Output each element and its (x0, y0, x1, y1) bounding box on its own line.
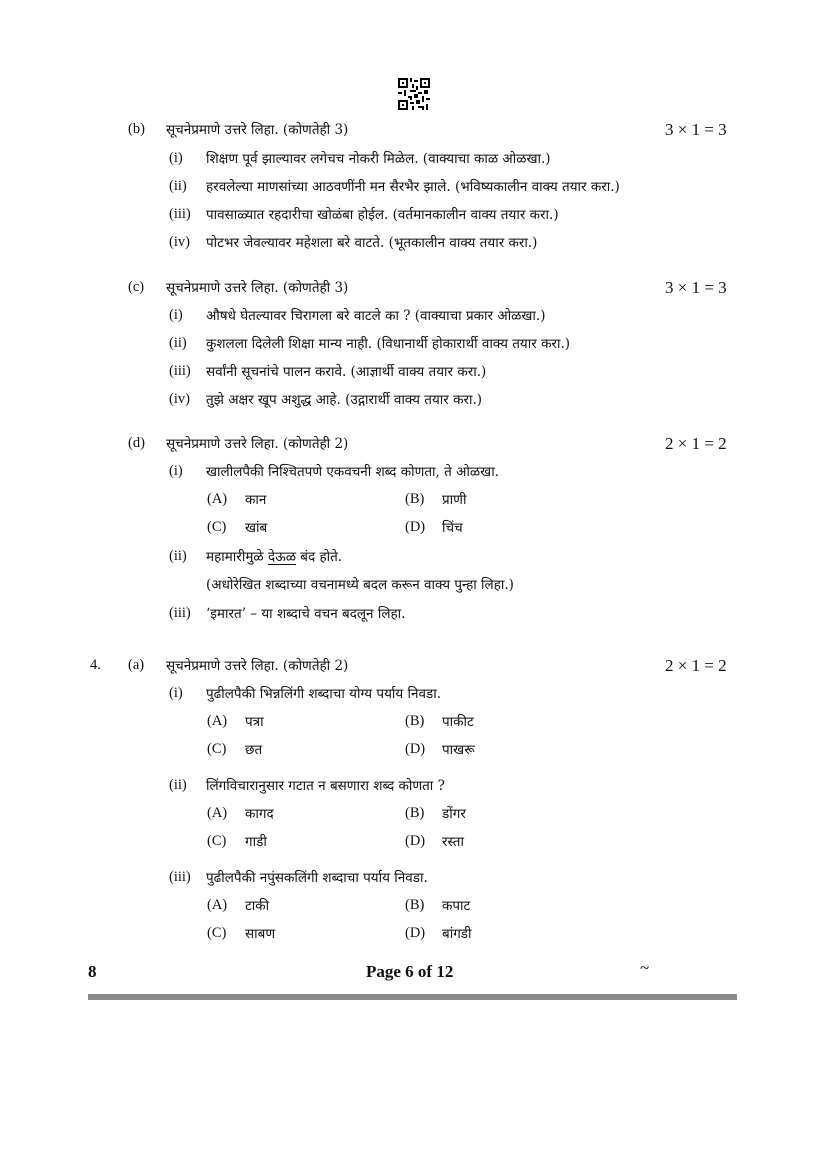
q4-item-num: (ii) (169, 777, 187, 793)
option-key: (B) (405, 805, 425, 821)
q3b-label: (b) (128, 121, 145, 137)
option-key: (A) (207, 805, 228, 821)
q4a-instruction: सूचनेप्रमाणे उत्तरे लिहा. (कोणतेही 2) (166, 658, 349, 674)
q3b-item-text: हरवलेल्या माणसांच्या आठवणींनी मन सैरभैर झाले. (भविष्यकालीन वाक्य तयार करा.) (206, 179, 620, 195)
option-text: छत (245, 742, 263, 758)
q3d-iii-num: (iii) (169, 605, 191, 621)
q3d-ii-num: (ii) (169, 548, 187, 564)
option-text: रस्ता (442, 834, 464, 850)
q4-item-text: लिंगविचारानुसार गटात न बसणारा शब्द कोणता ? (206, 778, 445, 794)
option-text: कान (245, 492, 267, 508)
option-text: साबण (245, 926, 276, 942)
option-text: बांगडी (442, 926, 472, 942)
underlined-word: देऊळ (267, 549, 296, 565)
q3d-ii-post: बंद होते. (295, 549, 343, 565)
option-text: गाडी (245, 834, 267, 850)
q3c-item-text: औषधे घेतल्यावर चिरागला बरे वाटले का ? (वाक्याचा प्रकार ओळखा.) (206, 308, 546, 324)
q3c-marks: 3 × 1 = 3 (665, 278, 727, 297)
q3b-item-num: (iv) (169, 234, 190, 250)
q3d-i-num: (i) (169, 463, 183, 479)
q3b-item-num: (i) (169, 150, 183, 166)
option-key: (A) (207, 897, 228, 913)
option-text: टाकी (245, 898, 270, 914)
q4-number: 4. (90, 657, 101, 673)
option-key: (B) (405, 713, 425, 729)
q3c-label: (c) (128, 279, 145, 295)
q3d-i-text: खालीलपैकी निश्चितपणे एकवचनी शब्द कोणता, ते ओळखा. (206, 464, 499, 480)
q3d-ii-pre: महामारीमुळे (206, 549, 268, 565)
q3b-marks: 3 × 1 = 3 (665, 120, 727, 139)
option-key: (D) (405, 519, 426, 535)
option-key: (C) (207, 519, 227, 535)
option-text: खांब (245, 520, 268, 536)
option-key: (C) (207, 925, 227, 941)
q3b-item-text: शिक्षण पूर्व झाल्यावर लगेचच नोकरी मिळेल. (वाक्याचा काळ ओळखा.) (206, 151, 551, 167)
q4a-marks: 2 × 1 = 2 (665, 656, 727, 675)
q4-item-text: पुढीलपैकी नपुंसकलिंगी शब्दाचा पर्याय निवडा. (206, 870, 428, 886)
q3c-item-text: तुझे अक्षर खूप अशुद्ध आहे. (उद्गारार्थी वाक्य तयार करा.) (206, 392, 483, 408)
q3c-instruction: सूचनेप्रमाणे उत्तरे लिहा. (कोणतेही 3) (166, 280, 349, 296)
option-key: (D) (405, 741, 426, 757)
footer-rule (88, 994, 737, 1000)
page-number: Page 6 of 12 (366, 962, 454, 981)
q3b-item-num: (iii) (169, 206, 191, 222)
option-text: पाखरू (442, 742, 475, 758)
option-text: प्राणी (442, 492, 467, 508)
q3b-item-text: पावसाळ्यात रहदारीचा खोळंबा होईल. (वर्तमानकालीन वाक्य तयार करा.) (206, 207, 559, 223)
option-text: डोंगर (442, 806, 466, 822)
q3d-ii-sentence (206, 548, 342, 566)
option-key: (B) (405, 897, 425, 913)
option-key: (C) (207, 833, 227, 849)
q3c-item-num: (iii) (169, 363, 191, 379)
q3c-item-num: (iv) (169, 391, 190, 407)
q3d-instruction: सूचनेप्रमाणे उत्तरे लिहा. (कोणतेही 2) (166, 436, 349, 452)
option-key: (C) (207, 741, 227, 757)
option-text: पाकीट (442, 714, 474, 730)
q3c-item-text: कुशलला दिलेली शिक्षा मान्य नाही. (विधानार्थी होकारार्थी वाक्य तयार करा.) (206, 336, 571, 352)
option-key: (D) (405, 833, 426, 849)
q3c-item-num: (i) (169, 307, 183, 323)
q4-item-num: (i) (169, 685, 183, 701)
option-key: (D) (405, 925, 426, 941)
option-key: (A) (207, 713, 228, 729)
q3d-ii-note: (अधोरेखित शब्दाच्या वचनामध्ये बदल करून वाक्य पुन्हा लिहा.) (206, 577, 514, 593)
q4-item-text: पुढीलपैकी भिन्नलिंगी शब्दाचा योग्य पर्याय निवडा. (206, 686, 442, 702)
paper-code: 8 (88, 962, 97, 981)
q3d-iii-text: ‘इमारत’ – या शब्दाचे वचन बदलून लिहा. (206, 606, 406, 622)
q3d-marks: 2 × 1 = 2 (665, 434, 727, 453)
q4-item-num: (iii) (169, 869, 191, 885)
option-text: कपाट (442, 898, 471, 914)
option-text: चिंच (442, 520, 463, 536)
option-text: पत्रा (245, 714, 264, 730)
q3b-item-text: पोटभर जेवल्यावर महेशला बरे वाटते. (भूतकालीन वाक्य तयार करा.) (206, 235, 538, 251)
tilde-mark: ~ (640, 958, 650, 977)
q3b-instruction: सूचनेप्रमाणे उत्तरे लिहा. (कोणतेही 3) (166, 122, 349, 138)
q3d-label: (d) (128, 435, 145, 451)
qr-code-icon (398, 78, 430, 110)
option-text: कागद (245, 806, 274, 822)
q3c-item-text: सर्वांनी सूचनांचे पालन करावे. (आज्ञार्थी वाक्य तयार करा.) (206, 364, 487, 380)
option-key: (A) (207, 491, 228, 507)
q3b-item-num: (ii) (169, 178, 187, 194)
q4a-label: (a) (128, 657, 145, 673)
q3c-item-num: (ii) (169, 335, 187, 351)
option-key: (B) (405, 491, 425, 507)
